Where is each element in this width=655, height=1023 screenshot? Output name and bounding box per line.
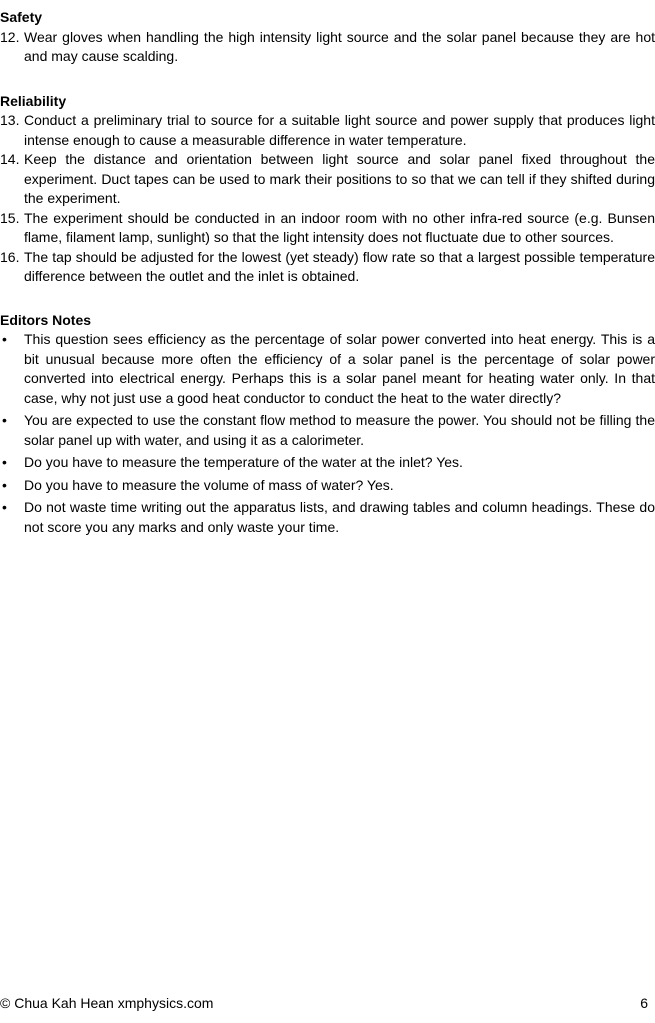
list-item [0, 498, 655, 537]
page-number: 6 [640, 995, 648, 1011]
page-footer [0, 994, 648, 1014]
document-page [0, 8, 655, 540]
bullet-icon: • [2, 412, 7, 428]
editors-notes-section [0, 311, 655, 538]
item-text: The tap should be adjusted for the lowest (yet steady) flow rate so that a largest possible temperature difference between the outlet and the inlet is obtained. [24, 248, 655, 284]
list-item [0, 209, 655, 248]
editors-notes-list [0, 330, 655, 537]
item-text: This question sees efficiency as the percentage of solar power converted into heat energy. This is a bit unusual because more often the efficiency of a solar panel is the percentage of solar power converted into electrical energy. Perhaps this is a solar panel meant for heating water only. In that case, why not just use a good heat conductor to conduct the heat to the water directly? [24, 331, 655, 406]
list-item [0, 150, 655, 209]
item-text: Do you have to measure the volume of mass of water? Yes. [24, 476, 394, 493]
item-text: You are expected to use the constant flow method to measure the power. You should not be filling the solar panel up with water, and using it as a calorimeter. [24, 412, 655, 448]
item-text: The experiment should be conducted in an indoor room with no other infra-red source (e.g. Bunsen flame, filament lamp, sunlight) so that the light intensity does not fluctuate due to other sources. [24, 209, 655, 245]
safety-heading: Safety [0, 9, 43, 25]
list-item [0, 28, 655, 67]
reliability-list [0, 111, 655, 287]
list-item [0, 476, 655, 496]
item-text: Wear gloves when handling the high intensity light source and the solar panel because they are hot and may cause scalding. [24, 28, 655, 64]
item-text: Conduct a preliminary trial to source for a suitable light source and power supply that produces light intense enough to cause a measurable difference in water temperature. [24, 112, 655, 148]
item-number: 12. [0, 28, 20, 45]
list-item [0, 453, 655, 473]
item-number: 13. [0, 112, 20, 128]
reliability-heading: Reliability [0, 92, 67, 109]
bullet-icon: • [2, 476, 7, 493]
bullet-icon: • [2, 331, 7, 347]
safety-list [0, 28, 655, 67]
reliability-section [0, 92, 655, 287]
editors-notes-heading: Editors Notes [0, 311, 92, 328]
item-number: 14. [0, 151, 20, 167]
item-number: 15. [0, 209, 20, 226]
list-item [0, 111, 655, 150]
item-text: Do you have to measure the temperature of the water at the inlet? Yes. [24, 454, 463, 470]
copyright-text: © Chua Kah Hean xmphysics.com [0, 995, 214, 1011]
list-item [0, 411, 655, 450]
bullet-icon: • [2, 454, 7, 470]
list-item [0, 248, 655, 287]
list-item [0, 330, 655, 408]
item-number: 16. [0, 248, 20, 265]
bullet-icon: • [2, 499, 7, 515]
item-text: Keep the distance and orientation between light source and solar panel fixed throughout the experiment. Duct tapes can be used to mark their positions to so that we can tell if they shifted during the experiment. [24, 151, 655, 206]
item-text: Do not waste time writing out the apparatus lists, and drawing tables and column headings. These do not score you any marks and only waste your time. [24, 499, 655, 535]
safety-section [0, 8, 655, 67]
